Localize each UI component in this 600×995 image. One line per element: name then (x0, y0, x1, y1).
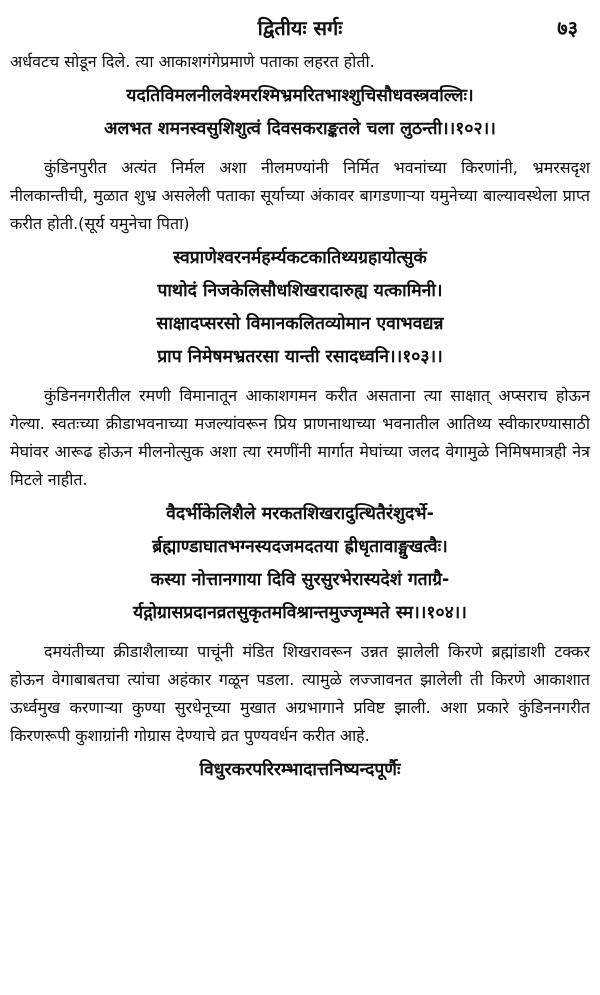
verse-102 (10, 80, 590, 146)
verse-line: अलभत शमनस्वसुशिशुत्वं दिवसकराङ्कतले चला लुठन्ती।।१०२।। (104, 119, 496, 139)
verse-line: पाथोदं निजकेलिसौधशिखरादारुह्य यत्कामिनी। (157, 281, 443, 301)
verse-line: विधुरकरपरिरम्भादात्तनिष्यन्दपूर्णैः (199, 760, 401, 780)
paragraph-2: कुंडिनपुरीत अत्यंत निर्मल अशा नीलमण्यांनी निर्मित भवनांच्या किरणांनी, भ्रमरसदृश नीलकान्तीची, मुळात शुभ्र असलेली पताका सूर्याच्या अंकावर बागडणाऱ्या यमुनेच्या बाल्यावस्थेला प्राप्त करीत होती.(सूर्य यमुनेचा पिता) (10, 158, 590, 233)
verse-103 (10, 242, 590, 374)
verse-line: यदतिविमलनीलवेश्मरश्मिभ्रमरितभाश्शुचिसौधवस्त्रवल्लिः। (126, 86, 474, 106)
verse-104 (10, 498, 590, 630)
verse-line: र्यद्गोग्रासप्रदानव्रतसुकृतमविश्रान्तमुज्जृम्भते स्म।।१०४।। (133, 603, 467, 623)
paragraph-4: दमयंतीच्या क्रीडाशैलाच्या पाचूंनी मंडित शिखरावरून उन्नत झालेली किरणे ब्रह्मांडाशी टक्कर होऊन वेगाबाबतचा त्यांचा अहंकार गळून पडला. त्यामुळे लज्जावनत झालेली ती किरणे आकाशात ऊर्ध्वमुख करणाऱ्या कुण्या सुरधेनूच्या मुखात अग्रभागाने प्रविष्ट झाली. अशा प्रकारे कुंडिननगरीत किरणरूपी कुशाग्रांनी गोग्रास देण्याचे व्रत पुण्यवर्धन करीत आहे. (10, 642, 590, 745)
paragraph-1: अर्धवटच सोडून दिले. त्या आकाशगंगेप्रमाणे पताका लहरत होती. (10, 52, 375, 71)
page-header (10, 0, 590, 48)
verse-line: प्राप निमेषमभ्रतरसा यान्ती रसादध्वनि।।१०३।। (157, 347, 443, 367)
page-number: ७३ (557, 16, 578, 40)
verse-line: वैदर्भीकेलिशैले मरकतशिखरादुत्थितैरंशुदर्भे- (166, 504, 434, 524)
verse-105 (10, 754, 590, 787)
verse-line: स्वप्राणेश्वरनर्महर्म्यकटकातिथ्यग्रहायोत्सुकं (173, 248, 427, 268)
verse-line: र्ब्रह्माण्डाघातभग्नस्यदजमदतया ह्रीधृतावाङ्मुखत्वैः। (152, 537, 448, 557)
verse-line: कस्या नोत्तानगाया दिवि सुरसुरभेरास्यदेशं गताग्रै- (150, 570, 450, 590)
verse-line: साक्षादप्सरसो विमानकलितव्योमान एवाभवद्यन्न (156, 314, 444, 334)
chapter-title: द्वितीयः सर्गः (257, 16, 343, 40)
paragraph-3: कुंडिननगरीतील रमणी विमानातून आकाशगमन करीत असताना त्या साक्षात् अप्सराच होऊन गेल्या. स्वतःच्या क्रीडाभवनाच्या मजल्यांवरून प्रिय प्राणनाथाच्या भवनातील आतिथ्य स्वीकारण्यासाठी मेघांवर आरूढ होऊन मीलनोत्सुक अशा त्या रमणींनी मार्गात मेघांच्या जलद वेगामुळे निमिषमात्रही नेत्र मिटले नाहीत. (10, 386, 590, 489)
